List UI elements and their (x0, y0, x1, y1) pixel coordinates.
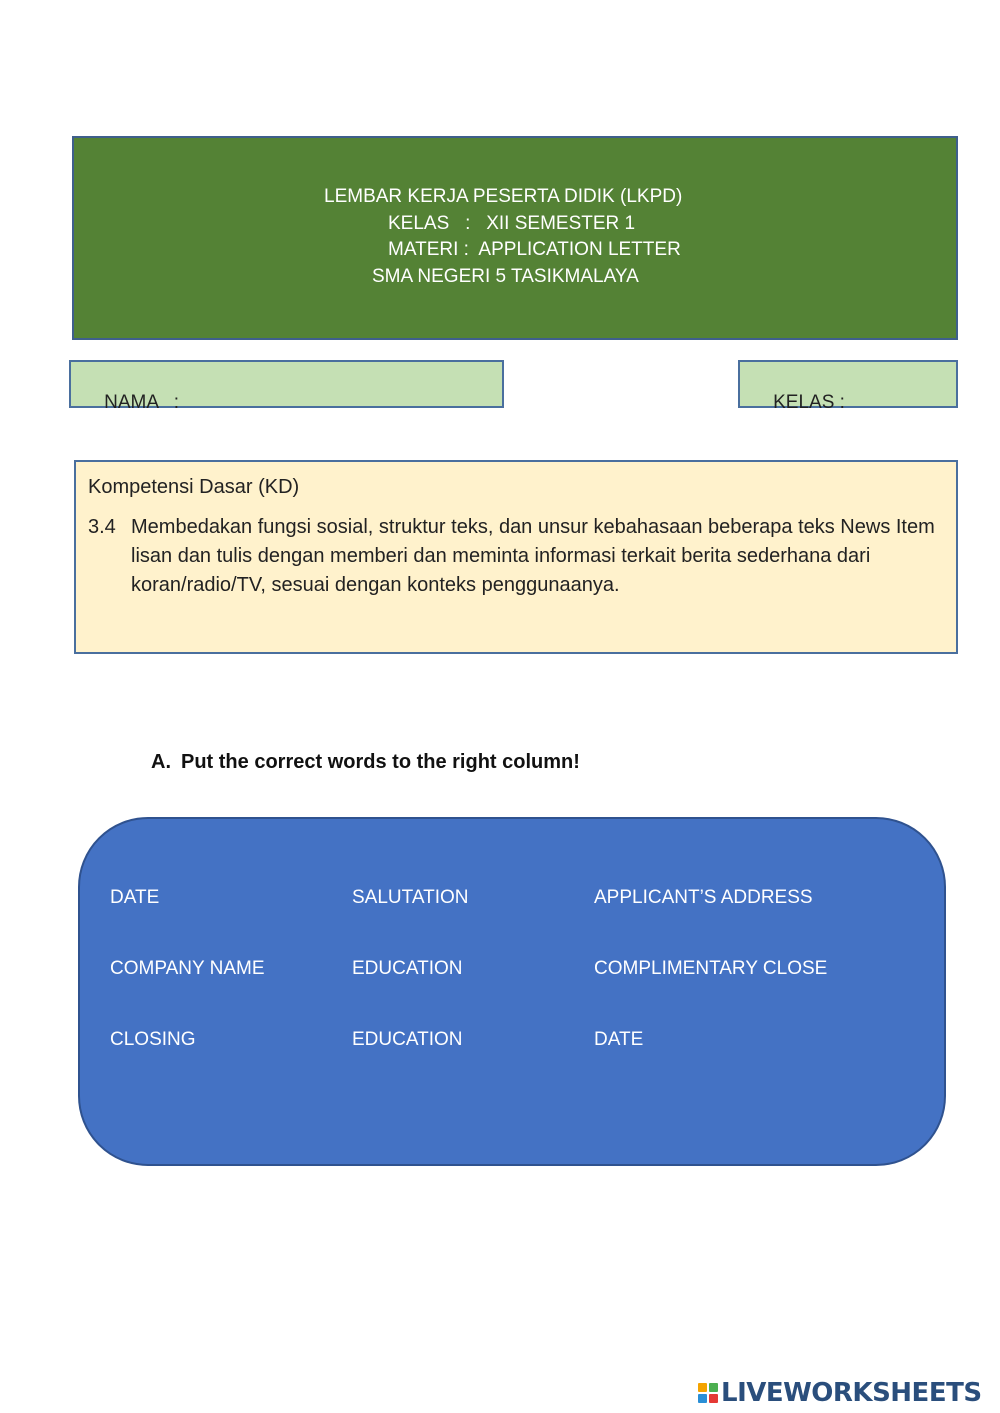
class-field[interactable] (738, 360, 958, 413)
word-chip[interactable]: EDUCATION (352, 1029, 463, 1050)
logo-square (698, 1383, 707, 1392)
word-chip[interactable]: SALUTATION (352, 887, 469, 908)
kd-item (88, 513, 944, 600)
class-label: KELAS : (773, 392, 845, 413)
logo-mark-icon (698, 1383, 718, 1403)
kd-title: Kompetensi Dasar (KD) (88, 476, 300, 498)
word-chip[interactable]: COMPLIMENTARY CLOSE (594, 958, 828, 979)
instruction-text: Put the correct words to the right column! (181, 751, 580, 773)
basic-competence-box (74, 460, 958, 654)
header-subject: MATERI : APPLICATION LETTER (388, 239, 681, 260)
word-chip[interactable]: DATE (110, 887, 160, 908)
kd-number: 3.4 (88, 516, 116, 538)
name-label: NAMA : (104, 392, 180, 413)
name-field[interactable] (69, 360, 504, 413)
instruction-letter: A. (151, 751, 171, 773)
kd-text: Membedakan fungsi sosial, struktur teks, dan unsur kebahasaan beberapa teks News Item lisan dan tulis dengan memberi dan meminta informasi terkait berita sederhana dari koran/radio/TV, sesuai dengan konteks penggunaanya. (131, 516, 935, 596)
instruction (151, 751, 580, 774)
logo-brand-text: LIVEWORKSHEETS (721, 1378, 982, 1408)
word-chip[interactable]: EDUCATION (352, 958, 463, 979)
word-chip[interactable]: APPLICANT’S ADDRESS (594, 887, 813, 908)
logo-square (698, 1394, 707, 1403)
word-chip[interactable]: DATE (594, 1029, 644, 1050)
header-class: KELAS : XII SEMESTER 1 (388, 212, 636, 234)
header-title: LEMBAR KERJA PESERTA DIDIK (LKPD) (324, 186, 683, 207)
liveworksheets-logo[interactable] (698, 1377, 982, 1409)
logo-square (709, 1383, 718, 1392)
worksheet-header (72, 136, 958, 340)
word-chip[interactable]: COMPANY NAME (110, 958, 265, 979)
logo-square (709, 1394, 718, 1403)
word-bank (78, 817, 946, 1166)
header-school: SMA NEGERI 5 TASIKMALAYA (372, 265, 639, 287)
word-chip[interactable]: CLOSING (110, 1029, 196, 1050)
